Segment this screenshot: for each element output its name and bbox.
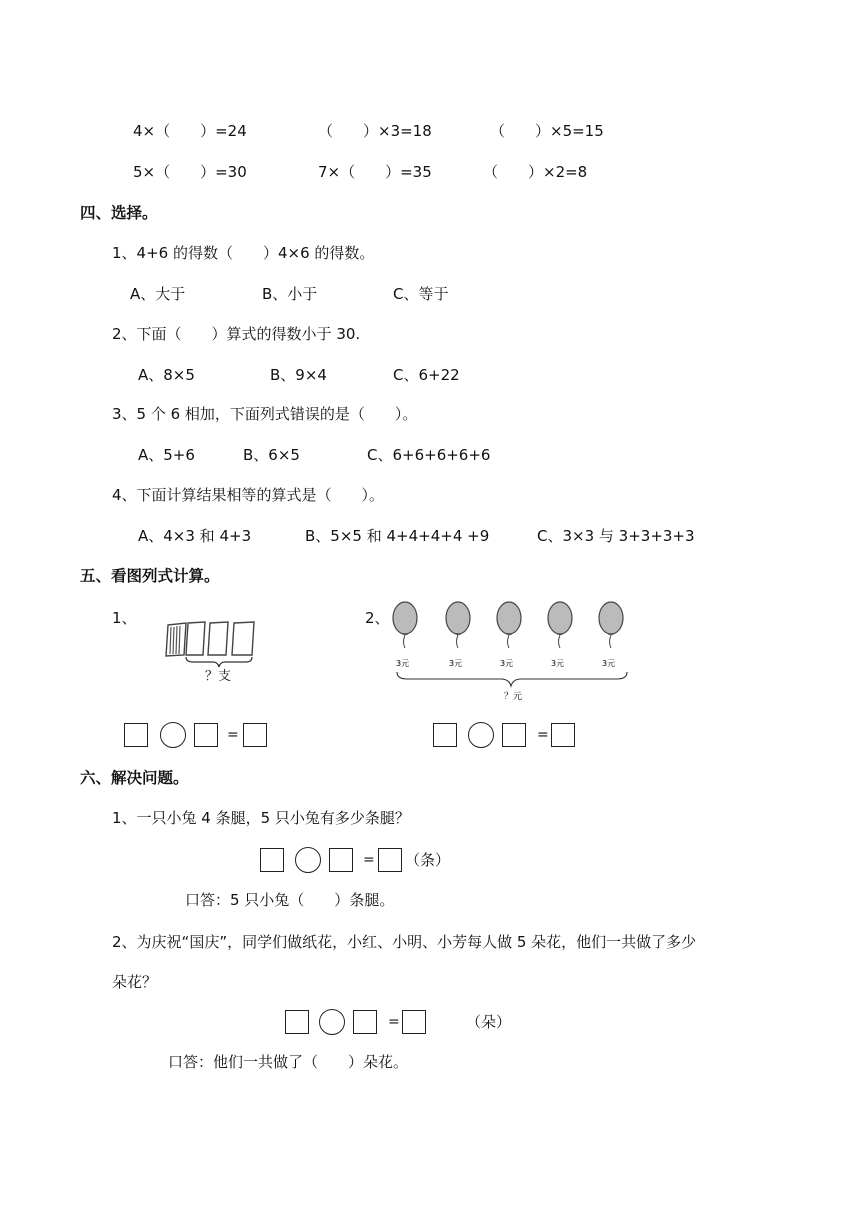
oral-answer-2: 口答：他们一共做了（ ）朵花。 — [168, 1053, 409, 1071]
blank-equation-1-2: （ ）×3=18 — [318, 122, 432, 140]
choice-option-2c: C、6+22 — [393, 366, 460, 384]
choice-question-3: 3、5 个 6 相加，下面列式错误的是（ ）。 — [112, 405, 418, 423]
balloon-price-3: 3元 — [500, 659, 514, 668]
choice-question-4: 4、下面计算结果相等的算式是（ ）。 — [112, 486, 385, 504]
choice-option-4b: B、5×5 和 4+4+4+4 +9 — [305, 527, 490, 545]
section-4-heading: 四、选择。 — [80, 204, 158, 222]
answer-box[interactable] — [353, 1010, 377, 1034]
picture-problem-2-label: 2、 — [365, 609, 390, 627]
blank-equation-2-3: （ ）×2=8 — [483, 163, 588, 181]
result-box[interactable] — [402, 1010, 426, 1034]
answer-box[interactable] — [502, 723, 526, 747]
word-problem-1: 1、一只小兔 4 条腿，5 只小兔有多少条腿？ — [112, 809, 410, 827]
answer-box[interactable] — [194, 723, 218, 747]
choice-option-3c: C、6+6+6+6+6 — [367, 446, 491, 464]
equals-sign: = — [227, 727, 239, 743]
blank-equation-1-1: 4×（ ）=24 — [133, 122, 247, 140]
operator-circle[interactable] — [295, 847, 321, 873]
word-problem-2-line1: 2、为庆祝“国庆”，同学们做纸花，小红、小明、小芳每人做 5 朵花，他们一共做了多少 — [112, 933, 697, 951]
balloon-price-2: 3元 — [449, 659, 463, 668]
answer-box[interactable] — [124, 723, 148, 747]
answer-box[interactable] — [260, 848, 284, 872]
balloon-price-1: 3元 — [396, 659, 410, 668]
oral-answer-1: 口答：5 只小兔（ ）条腿。 — [185, 891, 395, 909]
result-box[interactable] — [551, 723, 575, 747]
balloon-price-4: 3元 — [551, 659, 565, 668]
picture-problem-1-caption: ？支 — [205, 669, 232, 684]
equals-sign: = — [363, 852, 375, 868]
picture-problem-1-label: 1、 — [112, 609, 137, 627]
operator-circle[interactable] — [160, 722, 186, 748]
choice-question-1: 1、4+6 的得数（ ）4×6 的得数。 — [112, 244, 375, 262]
choice-option-3a: A、5+6 — [138, 446, 195, 464]
word-problem-2-line2: 朵花？ — [112, 973, 158, 991]
operator-circle[interactable] — [319, 1009, 345, 1035]
unit-legs: （条） — [405, 851, 451, 869]
balloons-picture — [385, 598, 635, 702]
balloon-icon — [446, 602, 470, 648]
choice-option-2b: B、9×4 — [270, 366, 327, 384]
result-box[interactable] — [243, 723, 267, 747]
choice-question-2: 2、下面（ ）算式的得数小于 30. — [112, 325, 361, 343]
choice-option-2a: A、8×5 — [138, 366, 195, 384]
choice-option-4a: A、4×3 和 4+3 — [138, 527, 252, 545]
choice-option-1a: A、大于 — [130, 285, 186, 303]
unit-flowers: （朵） — [466, 1013, 512, 1031]
choice-option-4c: C、3×3 与 3+3+3+3 — [537, 527, 695, 545]
balloon-icon — [393, 602, 417, 648]
result-box[interactable] — [378, 848, 402, 872]
section-6-heading: 六、解决问题。 — [80, 769, 189, 787]
answer-box[interactable] — [285, 1010, 309, 1034]
answer-box[interactable] — [329, 848, 353, 872]
equals-sign: = — [537, 727, 549, 743]
balloon-icon — [599, 602, 623, 648]
operator-circle[interactable] — [468, 722, 494, 748]
choice-option-3b: B、6×5 — [243, 446, 300, 464]
picture-problem-2-caption: ？元 — [504, 692, 523, 702]
blank-equation-2-1: 5×（ ）=30 — [133, 163, 247, 181]
balloon-icon — [548, 602, 572, 648]
blank-equation-2-2: 7×（ ）=35 — [318, 163, 432, 181]
choice-option-1c: C、等于 — [393, 285, 449, 303]
choice-option-1b: B、小于 — [262, 285, 318, 303]
blank-equation-1-3: （ ）×5=15 — [490, 122, 604, 140]
section-5-heading: 五、看图列式计算。 — [80, 567, 220, 585]
balloon-price-5: 3元 — [602, 659, 616, 668]
answer-box[interactable] — [433, 723, 457, 747]
equals-sign: = — [388, 1014, 400, 1030]
balloon-icon — [497, 602, 521, 648]
